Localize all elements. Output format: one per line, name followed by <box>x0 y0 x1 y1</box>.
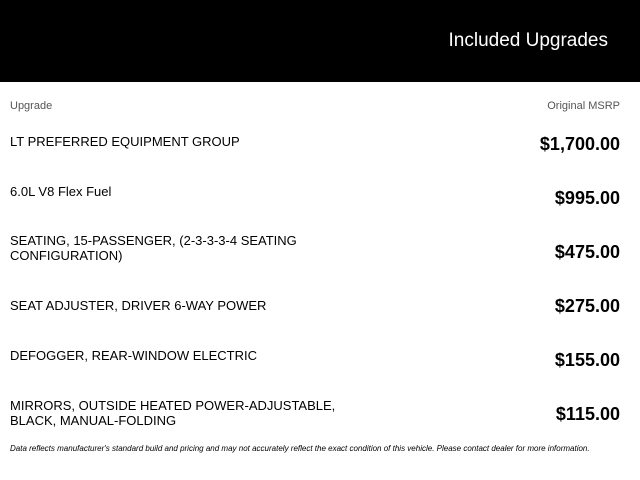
upgrade-name: DEFOGGER, REAR-WINDOW ELECTRIC <box>10 348 258 363</box>
upgrade-price: $115.00 <box>555 404 620 424</box>
upgrade-name: MIRRORS, OUTSIDE HEATED POWER-ADJUSTABLE, BLACK, MANUAL-FOLDING <box>10 398 336 428</box>
disclaimer-text: Data reflects manufacturer's standard build and pricing and may not accurately reflect the exact condition of this vehicle. Please contact dealer for more information. <box>10 444 590 453</box>
upgrade-price: $1,700.00 <box>539 134 620 154</box>
upgrade-price: $475.00 <box>554 242 620 262</box>
upgrade-name: SEAT ADJUSTER, DRIVER 6-WAY POWER <box>10 298 267 313</box>
header-bar <box>0 0 640 82</box>
page-title: Included Upgrades <box>448 30 608 51</box>
column-header-msrp: Original MSRP <box>547 100 620 112</box>
upgrade-price: $155.00 <box>554 350 620 370</box>
upgrade-price: $995.00 <box>554 188 620 208</box>
upgrade-name: LT PREFERRED EQUIPMENT GROUP <box>10 134 240 149</box>
upgrade-name: 6.0L V8 Flex Fuel <box>10 184 112 199</box>
upgrade-price: $275.00 <box>554 296 620 316</box>
upgrade-name: SEATING, 15-PASSENGER, (2-3-3-3-4 SEATING CONFIGURATION) <box>10 233 297 263</box>
column-header-upgrade: Upgrade <box>10 100 53 112</box>
